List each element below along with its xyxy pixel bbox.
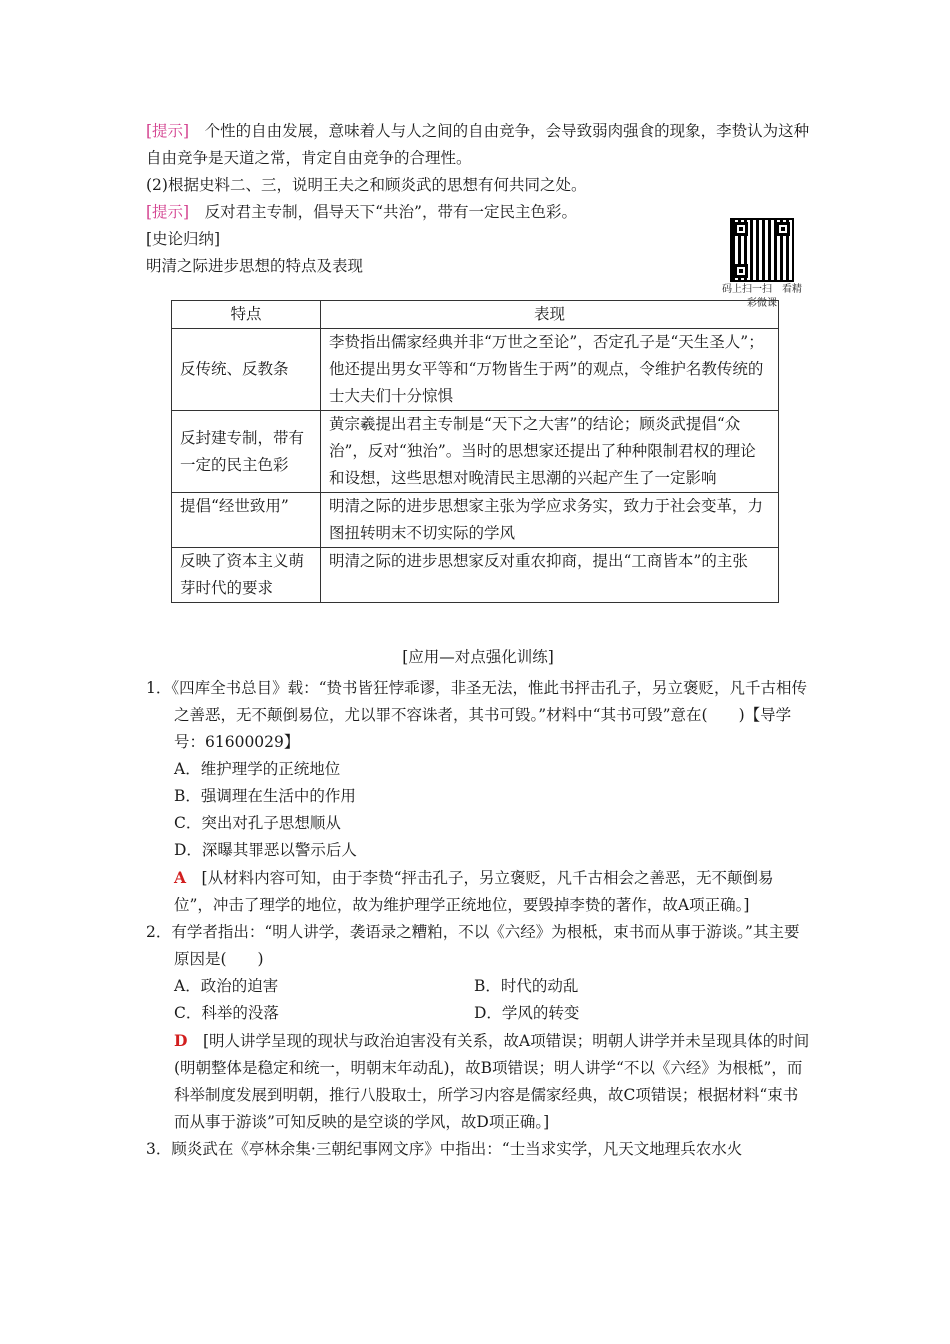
answer-letter: A [174,868,187,887]
question-3 [146,1136,810,1163]
qr-caption: 码上扫一扫 看精彩微课 [722,284,802,309]
qr-code-icon[interactable] [730,218,794,282]
options-row [146,973,810,1000]
option-b[interactable]: B．时代的动乱 [474,977,579,995]
table-row [172,493,779,548]
question-2 [146,919,810,1136]
practice-section [146,644,810,1163]
option-b[interactable]: B．强调理在生活中的作用 [174,787,356,805]
hint-text: 个性的自由发展，意味着人与人之间的自由竞争，会导致弱肉强食的现象，李贽认为这种自由竞争是天道之常，肯定自由竞争的合理性。 [146,122,810,167]
summary-table [171,300,779,603]
option-d[interactable]: D．深曝其罪恶以警示后人 [174,841,357,859]
table-header-cell: 表现 [321,301,779,329]
table-header-row [172,301,779,329]
table-header-cell: 特点 [172,301,321,329]
summary-title: 明清之际进步思想的特点及表现 [146,257,364,275]
feature-cell: 提倡“经世致用” [172,493,321,548]
answer-explanation: [从材料内容可知，由于李贽“抨击孔子，另立褒贬，凡千古相会之善恶，无不颠倒易位”，冲击了理学的地位，故为维护理学正统地位，要毁掉李贽的著作，故A项正确。] [174,869,774,914]
hint-2 [146,199,810,226]
detail-cell: 明清之际的进步思想家主张为学应求务实，致力于社会变革，力图扭转明末不切实际的学风 [321,493,779,548]
feature-cell: 反传统、反教条 [172,329,321,411]
option-a[interactable]: A．政治的迫害 [174,977,279,995]
answer-explanation: [明人讲学呈现的现状与政治迫害没有关系，故A项错误；明朝人讲学并未呈现具体的时间(明朝整体是稳定和统一，明朝末年动乱)，故B项错误；明人讲学“不以《六经》为根柢”，而科举制度发展到明朝，推行八股取士，所学习内容是儒家经典，故C项错误；根据材料“束书而从事于游谈”可知反映的是空谈的学风，故D项正确。] [174,1032,810,1131]
qr-finder [776,222,790,236]
feature-cell: 反封建专制，带有一定的民主色彩 [172,411,321,493]
hint-text: 反对君主专制，倡导天下“共治”，带有一定民主色彩。 [189,203,577,221]
detail-cell: 黄宗羲提出君主专制是“天下之大害”的结论；顾炎武提倡“众治”，反对“独治”。当时的思想家还提出了种种限制君权的理论和设想，这些思想对晚清民主思潮的兴起产生了一定影响 [321,411,779,493]
qr-finder [734,222,748,236]
hint-1 [146,118,810,172]
page-content [146,118,810,280]
options-row [146,1000,810,1027]
answer-block [146,864,810,919]
table-row [172,329,779,411]
question-stem: 1．《四库全书总目》载：“贽书皆狂悖乖谬，非圣无法，惟此书抨击孔子，另立褒贬，凡千古相传之善恶，无不颠倒易位，尤以罪不容诛者，其书可毁。”材料中“其书可毁”意在( )【导学号：61600029】 [146,679,808,751]
hint-tag: [提示] [146,122,190,140]
question-stem: 2．有学者指出：“明人讲学，袭语录之糟粕，不以《六经》为根柢，束书而从事于游谈。”其主要原因是( ) [146,923,800,968]
option-a[interactable]: A．维护理学的正统地位 [174,760,341,778]
qr-finder [734,264,748,278]
detail-cell: 明清之际的进步思想家反对重农抑商，提出“工商皆本”的主张 [321,548,779,603]
table-row [172,411,779,493]
feature-cell: 反映了资本主义萌芽时代的要求 [172,548,321,603]
question-1 [146,675,810,919]
table-row [172,548,779,603]
answer-letter: D [174,1031,188,1050]
question-stem: 3．顾炎武在《亭林余集·三朝纪事网文序》中指出：“士当求实学，凡天文地理兵农水火 [146,1140,743,1158]
question-prompt: (2)根据史料二、三，说明王夫之和顾炎武的思想有何共同之处。 [146,176,587,194]
option-c[interactable]: C．科举的没落 [174,1004,279,1022]
option-d[interactable]: D．学风的转变 [474,1004,580,1022]
option-c[interactable]: C．突出对孔子思想顺从 [174,814,341,832]
detail-cell: 李贽指出儒家经典并非“万世之至论”，否定孔子是“天生圣人”；他还提出男女平等和“万物皆生于两”的观点，令维护名教传统的士大夫们十分惊惧 [321,329,779,411]
practice-heading: [应用—对点强化训练] [402,648,554,666]
summary-heading: [史论归纳] [146,230,221,248]
answer-block [146,1027,810,1136]
hint-tag: [提示] [146,203,190,221]
